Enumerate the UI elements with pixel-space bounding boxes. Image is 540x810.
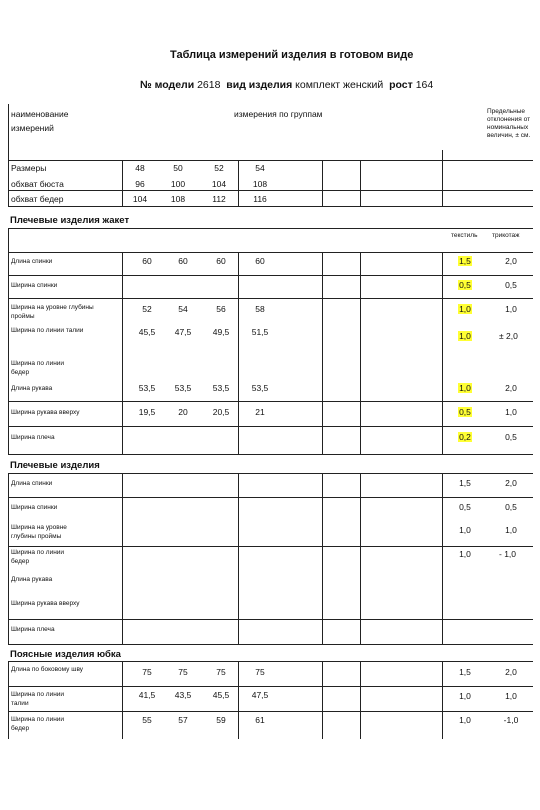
- grid-line: [238, 160, 239, 206]
- grid-line: [322, 160, 323, 206]
- row-value: 47,5: [251, 690, 269, 700]
- row-label: Ширина спинки: [11, 504, 58, 511]
- row-value: 60: [216, 256, 226, 266]
- row-label: Ширина спинки: [11, 282, 58, 289]
- row-label: Длина спинки: [11, 480, 53, 487]
- tol-knit: 0,5: [505, 502, 517, 512]
- grid-line: [360, 160, 361, 206]
- row-value: 53,5: [212, 383, 230, 393]
- row-value: 75: [216, 667, 226, 677]
- grid-line: [8, 190, 533, 191]
- tol-knit: -1,0: [503, 715, 519, 725]
- tol-knit: 2,0: [505, 667, 517, 677]
- row-value: 53,5: [251, 383, 269, 393]
- row-label: Ширина плеча: [11, 434, 55, 441]
- grid-line: [8, 546, 533, 547]
- row-label: Ширина плеча: [11, 626, 55, 633]
- grid-line: [8, 473, 533, 474]
- tol-textile: 1,5: [459, 478, 471, 488]
- row-value: 53,5: [174, 383, 192, 393]
- row-value: 60: [178, 256, 188, 266]
- row-value: 20,5: [212, 407, 230, 417]
- hips-value: 104: [132, 194, 148, 204]
- row-label: Ширина рукава вверху: [11, 409, 80, 416]
- grid-line: [8, 252, 533, 253]
- grid-line: [442, 661, 443, 739]
- header-groups: измерения по группам: [234, 109, 323, 119]
- section-title-jacket: Плечевые изделия жакет: [10, 215, 130, 226]
- row-label: Ширина на уровне глубины проймы: [11, 304, 94, 320]
- grid-line: [8, 206, 533, 207]
- type-value: комплект женский: [295, 79, 384, 91]
- tol-knit: 1,0: [505, 304, 517, 314]
- hips-value: 108: [170, 194, 186, 204]
- row-label: Ширина на уровне глубины проймы: [11, 524, 67, 540]
- tol-textile-value: 1,0: [459, 331, 471, 341]
- tol-knit: 2,0: [505, 383, 517, 393]
- row-value: 51,5: [251, 327, 269, 337]
- grid-line: [442, 150, 443, 206]
- grid-line: [8, 644, 533, 645]
- tol-textile-value: 0,5: [459, 407, 471, 417]
- grid-line: [322, 661, 323, 739]
- sizes-label: Размеры: [11, 163, 47, 173]
- bust-value: 108: [252, 179, 268, 189]
- row-value: 20: [178, 407, 188, 417]
- tol-textile: [452, 281, 478, 290]
- row-value: 52: [142, 304, 152, 314]
- row-value: 21: [255, 407, 265, 417]
- tol-textile: [452, 408, 478, 417]
- grid-line: [322, 252, 323, 454]
- row-value: 58: [255, 304, 265, 314]
- tol-textile-value: 0,5: [459, 280, 471, 290]
- header-col1-line2: измерений: [11, 123, 54, 133]
- size-value: 54: [255, 163, 265, 173]
- hips-value: 116: [253, 194, 267, 204]
- grid-line: [8, 661, 9, 739]
- row-value: 45,5: [138, 327, 156, 337]
- height-label: рост: [389, 79, 413, 91]
- row-value: 75: [255, 667, 265, 677]
- grid-line: [8, 686, 533, 687]
- tol-textile: [452, 433, 478, 442]
- header-col1-line1: наименование: [11, 109, 69, 119]
- tol-textile-value: 1,0: [459, 304, 471, 314]
- bust-value: 96: [135, 179, 145, 189]
- row-label: Длина рукава: [11, 576, 53, 583]
- tol-knit: 0,5: [505, 432, 517, 442]
- tol-knit: 0,5: [505, 280, 517, 290]
- tol-knit: 2,0: [505, 256, 517, 266]
- row-label: Ширина по линии талии: [11, 327, 84, 334]
- grid-line: [238, 661, 239, 739]
- row-label: Ширина по линии бедер: [11, 549, 65, 565]
- size-value: 52: [214, 163, 224, 173]
- grid-line: [8, 401, 533, 402]
- subtitle: [140, 80, 433, 91]
- row-value: 55: [142, 715, 152, 725]
- document-title: Таблица измерений изделия в готовом виде: [170, 49, 414, 61]
- tol-textile: [452, 305, 478, 314]
- model-label: № модели: [140, 79, 195, 91]
- tol-textile-value: 1,5: [459, 256, 471, 266]
- hips-label: обхват бедер: [11, 194, 64, 204]
- tol-textile: [452, 257, 478, 266]
- grid-line: [8, 619, 533, 620]
- row-value: 49,5: [212, 327, 230, 337]
- grid-line: [360, 661, 361, 739]
- row-value: 75: [142, 667, 152, 677]
- row-value: 19,5: [138, 407, 156, 417]
- tol-header-textile: текстиль: [451, 232, 478, 239]
- bust-value: 104: [211, 179, 227, 189]
- tol-knit: 1,0: [505, 691, 517, 701]
- row-label: Ширина рукава вверху: [11, 600, 80, 607]
- header-tolerance: Предельные отклонения от номинальных величин, ± см.: [487, 108, 531, 139]
- tol-textile: 1,0: [459, 715, 471, 725]
- grid-line: [238, 252, 239, 454]
- tol-knit: ± 2,0: [499, 331, 518, 341]
- row-label: Длина спинки: [11, 258, 53, 265]
- grid-line: [8, 228, 533, 229]
- row-value: 60: [142, 256, 152, 266]
- row-value: 56: [216, 304, 226, 314]
- tol-knit: 2,0: [505, 478, 517, 488]
- tol-textile: 1,0: [459, 691, 471, 701]
- grid-line: [8, 298, 533, 299]
- row-value: 75: [178, 667, 188, 677]
- grid-line: [122, 661, 123, 739]
- size-value: 50: [173, 163, 183, 173]
- bust-label: обхват бюста: [11, 179, 64, 189]
- row-label: Ширина по линии талии: [11, 691, 65, 707]
- height-value: 164: [415, 79, 434, 91]
- tol-textile: 1,5: [459, 667, 471, 677]
- grid-line: [8, 661, 533, 662]
- row-value: 57: [178, 715, 188, 725]
- row-value: 60: [255, 256, 265, 266]
- grid-line: [8, 711, 533, 712]
- tol-textile: 1,0: [459, 525, 471, 535]
- grid-line: [442, 252, 443, 454]
- size-value: 48: [135, 163, 145, 173]
- type-label: вид изделия: [226, 79, 293, 91]
- row-value: 59: [216, 715, 226, 725]
- tol-knit: 1,0: [505, 525, 517, 535]
- grid-line: [8, 497, 533, 498]
- tol-textile: 0,5: [459, 502, 471, 512]
- grid-line: [122, 160, 123, 206]
- grid-line: [360, 252, 361, 454]
- grid-line: [8, 275, 533, 276]
- section-title-shoulder: Плечевые изделия: [10, 460, 100, 471]
- row-value: 41,5: [138, 690, 156, 700]
- tol-textile: [452, 384, 478, 393]
- row-label: Длина по боковому шву: [11, 666, 84, 673]
- row-value: 47,5: [174, 327, 192, 337]
- row-label: Длина рукава: [11, 385, 53, 392]
- row-value: 54: [178, 304, 188, 314]
- row-value: 45,5: [212, 690, 230, 700]
- hips-value: 112: [212, 194, 226, 204]
- row-value: 61: [255, 715, 265, 725]
- tol-textile: [452, 332, 478, 341]
- grid-line: [8, 454, 533, 455]
- grid-line: [8, 160, 533, 161]
- model-value: 2618: [197, 79, 221, 91]
- row-label: Ширина по линии бедер: [11, 716, 65, 732]
- row-value: 53,5: [138, 383, 156, 393]
- bust-value: 100: [170, 179, 186, 189]
- tol-textile-value: 1,0: [459, 383, 471, 393]
- section-title-skirt: Поясные изделия юбка: [10, 649, 121, 660]
- grid-line: [8, 426, 533, 427]
- row-value: 43,5: [174, 690, 192, 700]
- tol-textile-value: 0,2: [459, 432, 471, 442]
- tol-textile: 1,0: [459, 549, 471, 559]
- tol-knit: - 1,0: [499, 549, 517, 559]
- tol-knit: 1,0: [505, 407, 517, 417]
- grid-line: [8, 228, 9, 454]
- row-label: Ширина по линии бедер: [11, 360, 65, 376]
- tol-header-knit: трикотаж: [492, 232, 520, 239]
